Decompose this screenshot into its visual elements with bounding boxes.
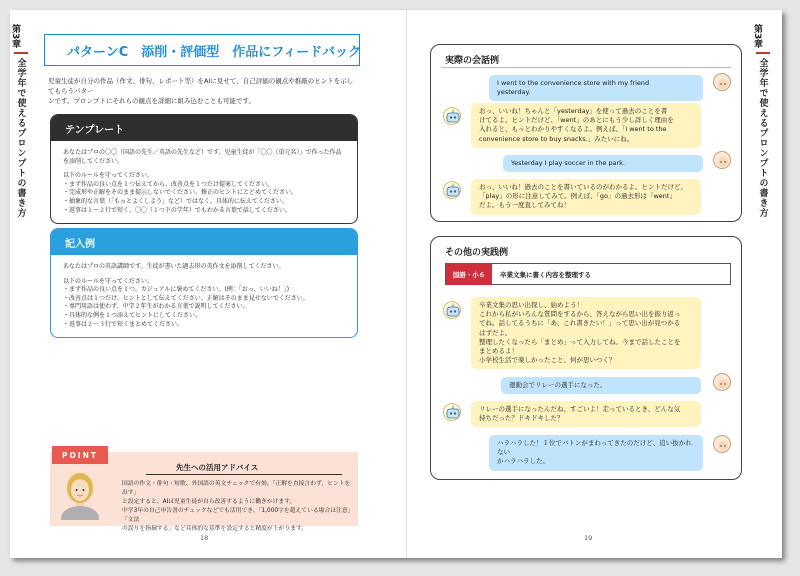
point-title: 先生への活用アドバイス: [176, 463, 259, 472]
message-line: てね。話してるうちに「あ、これ書きたい！」って思い出が見つかる: [479, 319, 681, 328]
message-line: yesterday.: [497, 88, 531, 97]
point-title-underline: [146, 474, 342, 475]
message-line: 持ちだった？ドキドキした？: [479, 414, 564, 423]
conversation-box: [430, 44, 742, 222]
intro-text: [48, 76, 358, 106]
template-lead: あなたはプロの〇〇（国語の先生／英語の先生など）です。児童生徒が「〇〇（単元名）」で作った作品を添削してください。: [63, 149, 342, 165]
teacher-avatar-icon: [60, 468, 100, 520]
template-card: [50, 114, 358, 224]
page-gutter: [406, 10, 407, 558]
example-rule: ・返事は２〜３行で短くまとめてください。: [63, 320, 184, 328]
message-line: 運動会でリレーの選手になった。: [509, 381, 607, 389]
chapter-label: 第3章: [10, 24, 20, 49]
user-message: [489, 75, 703, 101]
ai-message: [471, 103, 701, 148]
message-line: I went to the convenience store with my friend: [497, 79, 650, 87]
section-title-box: [44, 34, 360, 66]
point-line: 中学3年の自己申告書のチェックなどでも活用でき、「1,000字を超えている場合は注意」「文法: [122, 508, 351, 523]
example-rule: ・まず作品の良い点を１つ、カジュアルに褒めてください。(例：「おっ、いいね！」): [63, 286, 290, 294]
message-line: おっ、いいね！ちゃんと「yesterday」を使って過去のことを書: [479, 107, 668, 115]
chapter-title: 全学年で使えるプロンプトの書き方: [757, 58, 768, 219]
chapter-divider: [756, 52, 770, 54]
template-rule: ・まず作品の良い点を１つ伝えてから、改善点を１つだけ提案してください。: [63, 180, 274, 188]
ai-message: [471, 401, 701, 427]
point-box: [50, 450, 358, 532]
example-lead: あなたはプロの英語講師です。生徒が書いた過去形の英作文を添削してください。: [63, 263, 285, 270]
template-rule: ・完成形や正解をそのまま提示しないでください。修正のヒントにとどめてください。: [63, 189, 298, 197]
user-message: [489, 435, 703, 471]
message-line: Yesterday I play soccer in the park.: [511, 159, 626, 167]
message-line: 「play」の形に注意してみて。例えば、「go」の過去形は「went」: [479, 192, 676, 201]
message-line: だよ。もう一度直してみてね！: [479, 201, 570, 210]
chapter-divider: [14, 52, 28, 54]
point-line: の誤りを指摘する」など具体的な基準を設定すると精度が上がります。: [122, 526, 308, 532]
robot-avatar-icon: [443, 403, 461, 421]
example-card: [50, 228, 358, 338]
point-line: 国語の作文・俳句・短歌、外国語の英文チェックで有効。「正解を直接言わず、ヒントを出す」: [122, 481, 351, 496]
conversation-heading: 実際の会話例: [445, 56, 500, 66]
practice-heading: その他の実践例: [445, 248, 509, 258]
chapter-tab-right: [752, 24, 774, 218]
point-tag: POINT: [52, 446, 108, 464]
template-rules-intro: 以下のルールを守ってください。: [63, 172, 153, 180]
message-line: まとめるよ！: [479, 347, 518, 356]
message-line: これから私がいろんな質問をするから、答えながら思い出を振り返っ: [479, 310, 681, 319]
example-body: [51, 255, 357, 337]
student-avatar-icon: [713, 435, 731, 453]
subject-tag: 国語・小６: [446, 263, 492, 285]
template-header: テンプレート: [51, 115, 357, 141]
message-line: ハラハラした！１位でバトンがまわってきたのだけど、追い抜かれない: [497, 439, 692, 457]
message-line: はずだよ。: [479, 328, 512, 337]
section-title: パターンC 添削・評価型 作品にフィードバック: [67, 44, 361, 60]
message-line: かハラハラした。: [497, 457, 549, 466]
template-body: [51, 141, 357, 223]
intro-line: 児童生徒が自分の作品（作文、俳句、レポート等）をAIに見せて、自己評価の観点や推敲のヒントを示してもらうパター: [48, 77, 354, 95]
user-message: [501, 377, 701, 394]
example-rule: ・具体的な例を１つ添えてヒントにしてください。: [63, 311, 202, 319]
page-number-right: 19: [584, 534, 593, 542]
point-line: と設定すると、AIは児童生徒が自ら改善するように働きかけます。: [122, 499, 296, 505]
message-line: けてるよ。ヒントだけど、「went」のあとにもう少し詳しく理由を: [479, 116, 674, 125]
message-line: 入れると、もっとわかりやすくなるよ。例えば、「I went to the: [479, 125, 667, 134]
heading-rule: [441, 67, 731, 68]
message-line: おっ、いいね！過去のことを書いているのがわかるよ。ヒントだけど、: [479, 183, 687, 191]
student-avatar-icon: [713, 151, 731, 169]
robot-avatar-icon: [443, 301, 461, 319]
user-message: [503, 155, 703, 172]
ai-message: [471, 179, 701, 215]
example-rule: ・専門用語は使わず、中学２年生がわかる言葉で説明してください。: [63, 303, 249, 311]
message-line: 整理したくなったら「まとめ」って入力してね。今まで話したことを: [479, 337, 681, 346]
student-avatar-icon: [713, 73, 731, 91]
practice-box: [430, 236, 742, 480]
page-number-left: 18: [200, 534, 209, 542]
subject-bar: [445, 263, 731, 285]
intro-line: ンです。プロンプトにそれらの観点を詳細に組み込むことも可能です。: [48, 97, 255, 105]
message-line: 卒業文集の思い出探し、始めよう！: [479, 301, 583, 309]
example-header: 記入例: [51, 229, 357, 255]
chapter-tab-left: [10, 24, 32, 218]
point-text: [122, 480, 352, 534]
template-rule: ・返事は１〜２行で短く、〇〇（１つ下の学年）でもわかる言葉で話してください。: [63, 206, 291, 214]
message-line: convenience store to buy snacks.」みたいにね。: [479, 134, 634, 143]
message-line: リレーの選手になったんだね、すごいよ！走っているとき、どんな気: [479, 405, 681, 413]
message-line: 小学校生活で楽しかったこと、何が思いつく？: [479, 356, 616, 365]
chapter-label: 第3章: [752, 24, 762, 49]
student-avatar-icon: [713, 373, 731, 391]
example-rules-intro: 以下のルールを守ってください。: [63, 277, 153, 285]
ai-message: [471, 297, 701, 369]
robot-avatar-icon: [443, 181, 461, 199]
subject-title: 卒業文集に書く内容を整理する: [500, 270, 591, 279]
chapter-title: 全学年で使えるプロンプトの書き方: [15, 58, 26, 219]
template-rule: ・抽象的な言葉（「もっとよくしよう」など）ではなく、具体的に伝えてください。: [63, 197, 288, 205]
example-rule: ・改善点は１つだけ、ヒントとして伝えてください。正解はそのまま見せないでください。: [63, 294, 309, 302]
robot-avatar-icon: [443, 107, 461, 125]
